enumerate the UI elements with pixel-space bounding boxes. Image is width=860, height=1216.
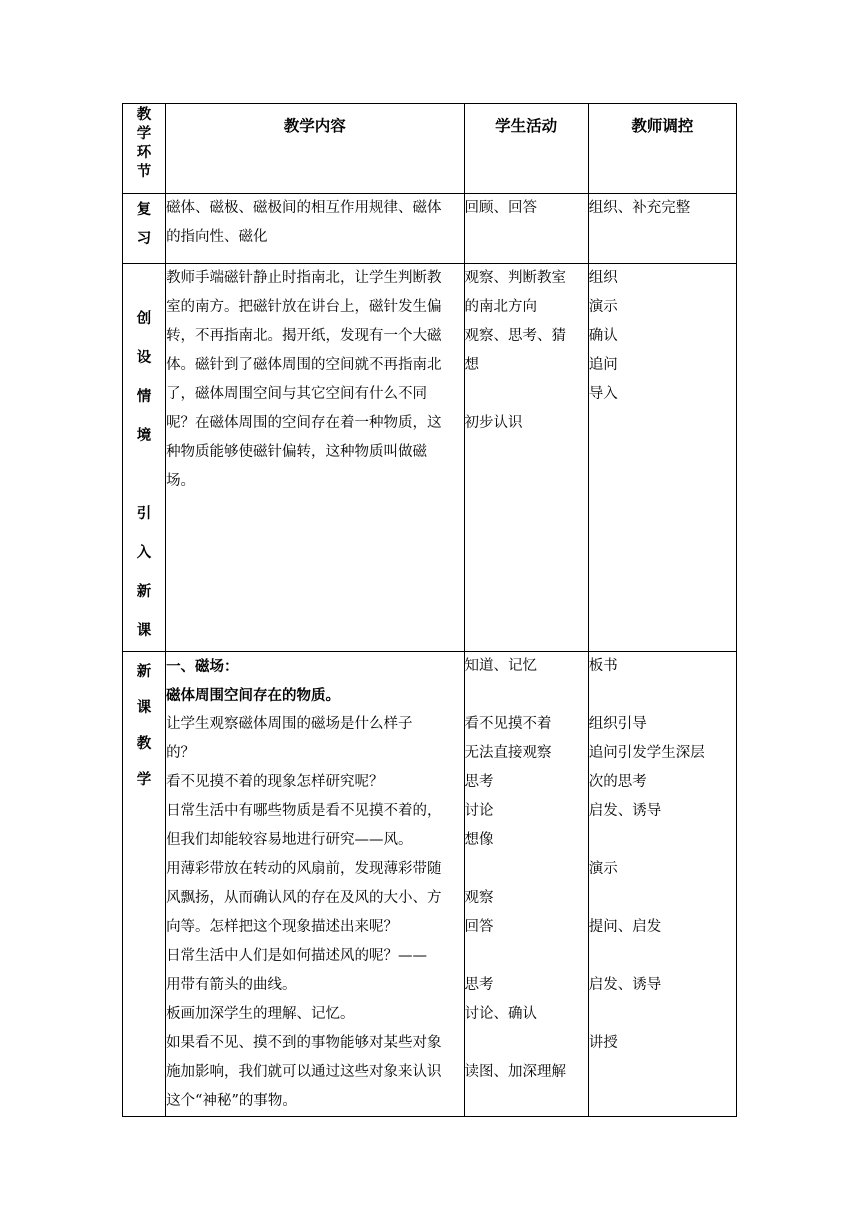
intro-row	[123, 264, 737, 652]
intro-content: 教师手端磁针静止时指南北，让学生判断教 室的南方。把磁针放在讲台上，磁针发生偏 转，不再指南北。揭开纸，发现有一个大磁 体。磁针到了磁体周围的空间就不再指南北 了，磁体周围空间与其它空间有什么不同 呢？在磁体周围的空间存在着一种物质，这 种物质能够使磁针偏转，这种物质叫做磁 场。	[166, 264, 464, 652]
lesson-plan-table	[122, 103, 737, 1117]
header-student: 学生活动	[464, 104, 588, 194]
intro-teacher: 组织 演示 确认 追问 导入	[588, 264, 736, 652]
header-teacher: 教师调控	[588, 104, 736, 194]
header-row	[123, 104, 737, 194]
review-row	[123, 194, 737, 264]
new-lesson-teacher: 板书 组织引导 追问引发学生深层 次的思考 启发、诱导 演示 提问、启发 启发、诱导 讲授	[588, 652, 736, 1117]
intro-student: 观察、判断教室 的南北方向 观察、思考、猜 想 初步认识	[464, 264, 588, 652]
new-lesson-student: 知道、记忆 看不见摸不着 无法直接观察 思考 讨论 想像 观察 回答 思考 讨论、确认 读图、加深理解	[464, 652, 588, 1117]
header-section-cell	[123, 104, 166, 194]
header-section-label: 教 学 环 节	[136, 107, 152, 180]
intro-label-cell	[123, 264, 166, 652]
review-label-cell	[123, 194, 166, 264]
review-student: 回顾、回答	[464, 194, 588, 264]
new-lesson-label-cell	[123, 652, 166, 1117]
new-lesson-row	[123, 652, 737, 1117]
header-content: 教学内容	[166, 104, 464, 194]
review-teacher: 组织、补充完整	[588, 194, 736, 264]
new-lesson-label: 新 课 教 学	[136, 664, 152, 788]
review-content: 磁体、磁极、磁极间的相互作用规律、磁体 的指向性、磁化	[166, 194, 464, 264]
intro-label: 创 设 情 境 引 入 新 课	[136, 311, 152, 639]
new-lesson-content: 一、磁场： 磁体周围空间存在的物质。 让学生观察磁体周围的磁场是什么样子 的？ 看不见摸不着的现象怎样研究呢？ 日常生活中有哪些物质是看不见摸不着的， 但我们却能较容易地进行研究——风。 用薄彩带放在转动的风扇前，发现薄彩带随 风飘扬，从而确认风的存在及风的大小、方 向等。怎样把这个现象描述出来呢？ 日常生活中人们是如何描述风的呢？—— 用带有箭头的曲线。 板画加深学生的理解、记忆。 如果看不见、摸不到的事物能够对某些对象 施加影响，我们就可以通过这些对象来认识 这个“神秘”的事物。	[166, 652, 464, 1117]
review-label: 复 习	[136, 202, 152, 247]
